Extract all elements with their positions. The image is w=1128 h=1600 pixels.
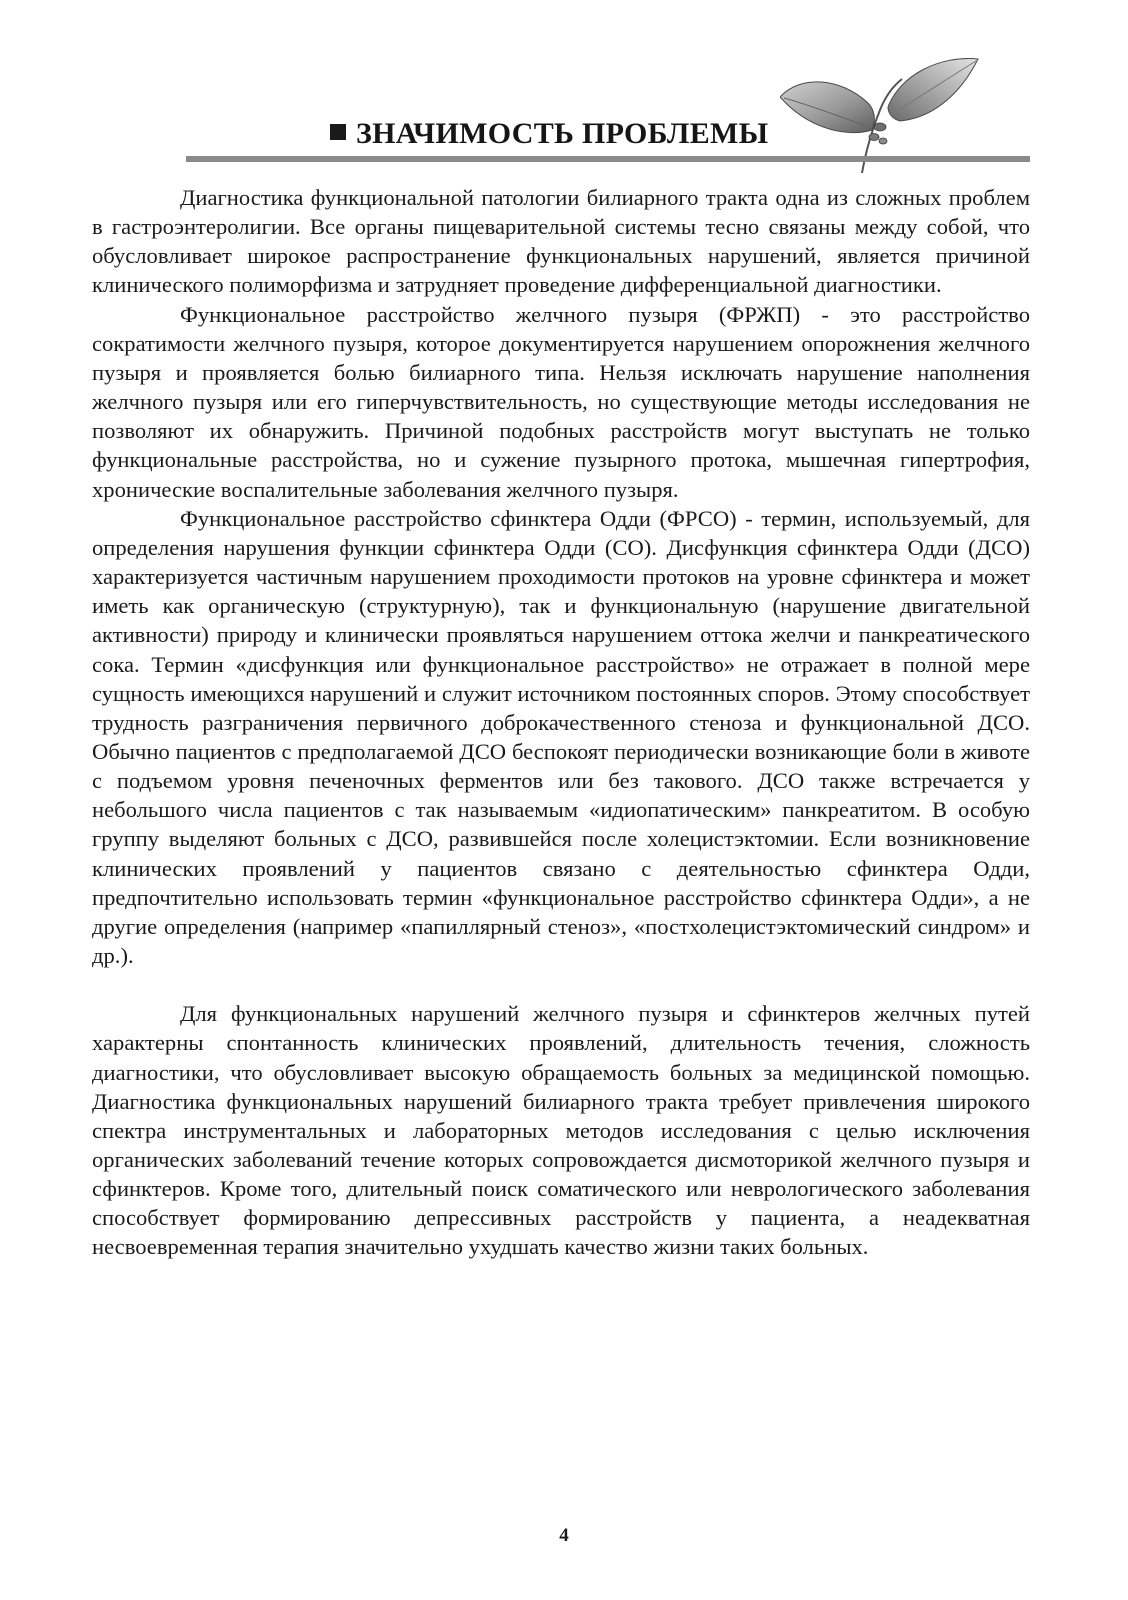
paragraph: Диагностика функциональной патологии билиарного тракта одна из сложных проблем в гастроэнтеролигии. Все органы пищеварительной системы тесно связаны между собой, что обусловливает широкое распространение функциональных нарушений, является причиной клинического полиморфизма и затрудняет проведение дифференциальной диагностики.: [92, 185, 1030, 298]
paragraph: Функциональное расстройство сфинктера Одди (ФРСО) - термин, используемый, для определения нарушения функции сфинктера Одди (СО). Дисфункция сфинктера Одди (ДСО) характеризуется частичным нарушением проходимости протоков на уровне сфинктера и может иметь как органическую (структурную), так и функциональную (нарушение двигательной активности) природу и клинически проявляться нарушением оттока желчи и панкреатического сока. Термин «дисфункция или функциональное расстройство» не отражает в полной мере сущность имеющихся нарушений и служит источником постоянных споров. Этому способствует трудность разграничения первичного доброкачественного стеноза и функциональной ДСО. Обычно пациентов с предполагаемой ДСО беспокоят периодически возникающие боли в животе с подъемом уровня печеночных ферментов или без такового. ДСО также встречается у небольшого числа пациентов с так называемым «идиопатическим» панкреатитом. В особую группу выделяют больных с ДСО, развившейся после холецистэктомии. Если возникновение клинических проявлений у пациентов связано с деятельностью сфинктера Одди, предпочтительно использовать термин «функциональное расстройство сфинктера Одди», а не другие определения (например «папиллярный стеноз», «постхолецистэктомический синдром» и др.).: [92, 505, 1030, 969]
body-text: [92, 183, 1030, 1262]
title-underline: [186, 156, 1030, 162]
page-number: 4: [559, 1525, 569, 1546]
paragraph: Функциональное расстройство желчного пузыря (ФРЖП) - это расстройство сократимости желчного пузыря, которое документируется нарушением опорожнения желчного пузыря и проявляется болью билиарного типа. Нельзя исключать нарушение наполнения желчного пузыря или его гиперчувствительность, но существующие методы исследования не позволяют их обнаружить. Причиной подобных расстройств могут выступать не только функциональные расстройства, но и сужение пузырного протока, мышечная гипертрофия, хронические воспалительные заболевания желчного пузыря.: [92, 301, 1030, 502]
page-header: [0, 0, 1128, 175]
section-title: [330, 117, 768, 151]
section-title-text: ЗНАЧИМОСТЬ ПРОБЛЕМЫ: [356, 117, 769, 150]
paragraph: Для функциональных нарушений желчного пузыря и сфинктеров желчных путей характерны спонтанность клинических проявлений, длительность течения, сложность диагностики, что обусловливает высокую обращаемость больных за медицинской помощью. Диагностика функциональных нарушений билиарного тракта требует привлечения широкого спектра инструментальных и лабораторных методов исследования с целью исключения органических заболеваний течение которых сопровождается дисмоторикой желчного пузыря и сфинктеров. Кроме того, длительный поиск соматического или неврологического заболевания способствует формированию депрессивных расстройств у пациента, а неадекватная несвоевременная терапия значительно ухудшать качество жизни таких больных.: [92, 1001, 1030, 1260]
square-bullet-icon: [330, 124, 346, 140]
